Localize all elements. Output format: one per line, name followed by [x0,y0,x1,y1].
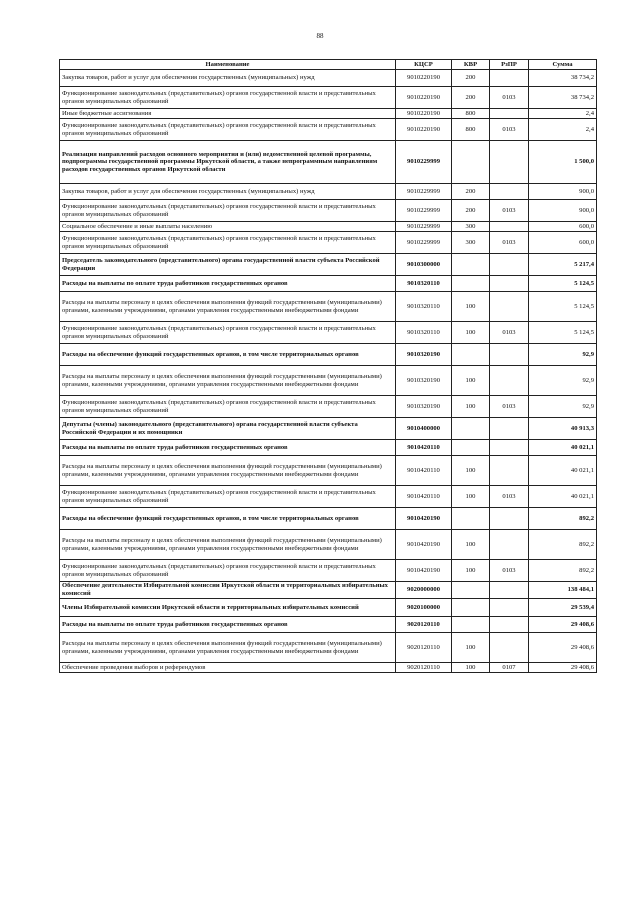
cell-name: Депутаты (члены) законодательного (представительного) органа государственной власти субъекта Российской Федерации и их помощники [60,418,396,440]
cell-kvr: 100 [452,530,490,560]
cell-sum: 600,0 [529,222,597,232]
cell-rzpr [490,70,529,87]
cell-name: Члены Избирательной комиссии Иркутской области и территориальных избирательных комиссий [60,599,396,617]
cell-kcsr: 9010229999 [396,222,452,232]
cell-kcsr: 9010220190 [396,109,452,119]
cell-kvr [452,141,490,184]
cell-rzpr [490,617,529,633]
cell-kvr [452,599,490,617]
table-row [60,508,597,530]
cell-kcsr: 9010229999 [396,184,452,200]
cell-name: Расходы на выплаты по оплате труда работников государственных органов [60,617,396,633]
cell-rzpr [490,440,529,456]
cell-sum: 92,9 [529,396,597,418]
cell-sum: 40 021,1 [529,440,597,456]
cell-name: Закупка товаров, работ и услуг для обеспечения государственных (муниципальных) нужд [60,184,396,200]
cell-sum: 29 539,4 [529,599,597,617]
cell-kvr: 800 [452,109,490,119]
cell-rzpr [490,508,529,530]
cell-kvr [452,582,490,599]
cell-kvr: 800 [452,119,490,141]
cell-rzpr: 0107 [490,663,529,673]
cell-name: Обеспечение деятельности Избирательной комиссии Иркутской области и территориальных избирательных комиссий [60,582,396,599]
cell-name: Расходы на выплаты персоналу в целях обеспечения выполнения функций государственными (муниципальными) органами, казенными учреждениями, органами управления государственными внебюджетными фондами [60,633,396,663]
table-row [60,633,597,663]
cell-name: Расходы на выплаты по оплате труда работников государственных органов [60,276,396,292]
cell-name: Иные бюджетные ассигнования [60,109,396,119]
table-body [60,70,597,673]
cell-sum: 892,2 [529,560,597,582]
cell-kcsr: 9010420190 [396,530,452,560]
cell-name: Расходы на обеспечение функций государственных органов, в том числе территориальных органов [60,508,396,530]
table-row [60,456,597,486]
cell-sum: 900,0 [529,200,597,222]
table-row [60,366,597,396]
cell-kcsr: 9020100000 [396,599,452,617]
table-row [60,276,597,292]
cell-kcsr: 9010420110 [396,486,452,508]
cell-rzpr [490,292,529,322]
table-row [60,560,597,582]
cell-name: Расходы на выплаты персоналу в целях обеспечения выполнения функций государственными (муниципальными) органами, казенными учреждениями, органами управления государственными внебюджетными фондами [60,366,396,396]
page-number: 88 [316,32,324,40]
cell-sum: 5 217,4 [529,254,597,276]
table-row [60,87,597,109]
table-row [60,344,597,366]
table-row [60,663,597,673]
cell-rzpr: 0103 [490,232,529,254]
cell-kvr: 100 [452,322,490,344]
cell-rzpr [490,530,529,560]
cell-kvr: 200 [452,87,490,109]
cell-sum: 29 408,6 [529,663,597,673]
cell-kvr [452,276,490,292]
cell-name: Социальное обеспечение и иные выплаты населению [60,222,396,232]
cell-name: Закупка товаров, работ и услуг для обеспечения государственных (муниципальных) нужд [60,70,396,87]
cell-kcsr: 9010220190 [396,87,452,109]
cell-kcsr: 9020120110 [396,617,452,633]
cell-sum: 92,9 [529,366,597,396]
cell-kvr: 200 [452,200,490,222]
cell-kvr [452,344,490,366]
cell-sum: 40 021,1 [529,456,597,486]
budget-table [59,59,597,673]
table-row [60,418,597,440]
cell-kcsr: 9010320110 [396,292,452,322]
table-row [60,200,597,222]
cell-sum: 892,2 [529,530,597,560]
cell-kvr: 100 [452,396,490,418]
cell-name: Функционирование законодательных (представительных) органов государственной власти и представительных органов муниципальных образований [60,560,396,582]
cell-sum: 40 913,3 [529,418,597,440]
cell-kcsr: 9010320190 [396,366,452,396]
cell-rzpr [490,633,529,663]
cell-rzpr: 0103 [490,396,529,418]
cell-rzpr [490,456,529,486]
cell-rzpr [490,418,529,440]
cell-rzpr [490,344,529,366]
cell-name: Функционирование законодательных (представительных) органов государственной власти и представительных органов муниципальных образований [60,486,396,508]
cell-name: Функционирование законодательных (представительных) органов государственной власти и представительных органов муниципальных образований [60,200,396,222]
table-row [60,617,597,633]
cell-name: Функционирование законодательных (представительных) органов государственной власти и представительных органов муниципальных образований [60,119,396,141]
table-row [60,119,597,141]
cell-kcsr: 9020120110 [396,663,452,673]
cell-kvr: 300 [452,222,490,232]
cell-rzpr: 0103 [490,486,529,508]
cell-kcsr: 9010229999 [396,232,452,254]
cell-kvr: 100 [452,292,490,322]
cell-kvr [452,508,490,530]
cell-sum: 600,0 [529,232,597,254]
cell-name: Расходы на выплаты персоналу в целях обеспечения выполнения функций государственными (муниципальными) органами, казенными учреждениями, органами управления государственными внебюджетными фондами [60,292,396,322]
cell-kcsr: 9010320190 [396,396,452,418]
cell-name: Функционирование законодательных (представительных) органов государственной власти и представительных органов муниципальных образований [60,396,396,418]
table-row [60,486,597,508]
cell-kcsr: 9010420110 [396,440,452,456]
cell-rzpr: 0103 [490,87,529,109]
cell-rzpr [490,141,529,184]
cell-name: Расходы на выплаты по оплате труда работников государственных органов [60,440,396,456]
cell-rzpr: 0103 [490,119,529,141]
cell-kcsr: 9010220190 [396,119,452,141]
header-name: Наименование [60,60,396,70]
cell-rzpr [490,109,529,119]
cell-rzpr [490,254,529,276]
table-header-row [60,60,597,70]
table-row [60,599,597,617]
cell-kcsr: 9020120110 [396,633,452,663]
cell-name: Функционирование законодательных (представительных) органов государственной власти и представительных органов муниципальных образований [60,87,396,109]
table-row [60,322,597,344]
cell-name: Реализация направлений расходов основного мероприятия и (или) ведомственной целевой программы, подпрограммы государственной программы Иркутской области, а также непрограммным направлениям расходов государственных органов Иркутской области [60,141,396,184]
cell-name: Расходы на выплаты персоналу в целях обеспечения выполнения функций государственными (муниципальными) органами, казенными учреждениями, органами управления государственными внебюджетными фондами [60,456,396,486]
cell-kcsr: 9010400000 [396,418,452,440]
cell-kvr: 100 [452,456,490,486]
table-row [60,109,597,119]
cell-kcsr: 9010420190 [396,508,452,530]
cell-rzpr [490,184,529,200]
cell-kcsr: 9010220190 [396,70,452,87]
cell-sum: 29 408,6 [529,617,597,633]
cell-name: Председатель законодательного (представительного) органа государственной власти субъекта Российской Федерации [60,254,396,276]
cell-kcsr: 9010300000 [396,254,452,276]
cell-name: Функционирование законодательных (представительных) органов государственной власти и представительных органов муниципальных образований [60,232,396,254]
cell-sum: 29 408,6 [529,633,597,663]
cell-kcsr: 9010420110 [396,456,452,486]
cell-name: Функционирование законодательных (представительных) органов государственной власти и представительных органов муниципальных образований [60,322,396,344]
cell-sum: 38 734,2 [529,70,597,87]
table-row [60,222,597,232]
cell-name: Расходы на обеспечение функций государственных органов, в том числе территориальных органов [60,344,396,366]
cell-sum: 2,4 [529,109,597,119]
cell-kcsr: 9010320190 [396,344,452,366]
cell-rzpr [490,366,529,396]
table-row [60,184,597,200]
cell-sum: 92,9 [529,344,597,366]
header-kvr: КВР [452,60,490,70]
table-row [60,440,597,456]
cell-kvr: 200 [452,70,490,87]
cell-rzpr [490,599,529,617]
cell-rzpr: 0103 [490,560,529,582]
cell-kvr: 100 [452,633,490,663]
header-sum: Сумма [529,60,597,70]
cell-kcsr: 9010229999 [396,141,452,184]
cell-sum: 5 124,5 [529,322,597,344]
cell-kvr: 100 [452,663,490,673]
header-rzpr: РзПР [490,60,529,70]
table-row [60,396,597,418]
cell-sum: 900,0 [529,184,597,200]
cell-kvr [452,418,490,440]
cell-kvr: 100 [452,486,490,508]
table-row [60,530,597,560]
table-row [60,254,597,276]
cell-name: Обеспечение проведения выборов и референдумов [60,663,396,673]
cell-kvr [452,440,490,456]
cell-kvr: 200 [452,184,490,200]
cell-kvr [452,617,490,633]
cell-sum: 2,4 [529,119,597,141]
table-row [60,141,597,184]
cell-kvr: 100 [452,366,490,396]
cell-kcsr: 9020000000 [396,582,452,599]
cell-rzpr: 0103 [490,200,529,222]
table-row [60,292,597,322]
table-row [60,70,597,87]
table-row [60,232,597,254]
table-row [60,582,597,599]
cell-sum: 5 124,5 [529,276,597,292]
cell-kvr: 100 [452,560,490,582]
cell-name: Расходы на выплаты персоналу в целях обеспечения выполнения функций государственными (муниципальными) органами, казенными учреждениями, органами управления государственными внебюджетными фондами [60,530,396,560]
cell-sum: 892,2 [529,508,597,530]
cell-kvr [452,254,490,276]
cell-sum: 1 500,0 [529,141,597,184]
cell-kcsr: 9010420190 [396,560,452,582]
cell-sum: 138 484,1 [529,582,597,599]
cell-rzpr [490,276,529,292]
header-kcsr: КЦСР [396,60,452,70]
cell-rzpr: 0103 [490,322,529,344]
cell-kvr: 300 [452,232,490,254]
cell-sum: 5 124,5 [529,292,597,322]
cell-sum: 38 734,2 [529,87,597,109]
cell-rzpr [490,222,529,232]
cell-kcsr: 9010320110 [396,322,452,344]
cell-kcsr: 9010229999 [396,200,452,222]
cell-rzpr [490,582,529,599]
cell-kcsr: 9010320110 [396,276,452,292]
cell-sum: 40 021,1 [529,486,597,508]
